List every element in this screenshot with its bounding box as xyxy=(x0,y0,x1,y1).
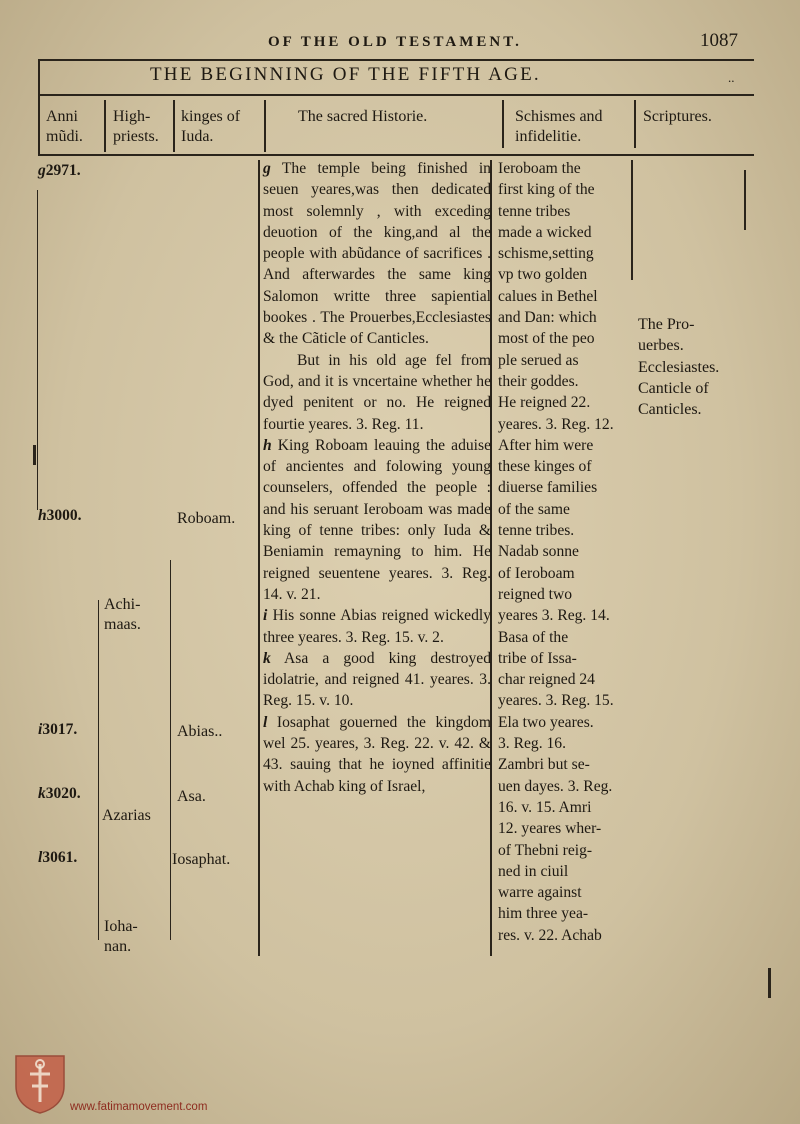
header-divider-1 xyxy=(104,100,106,152)
schism-line: 12. yeares wher- xyxy=(498,820,602,838)
schism-line: Nadab sonne xyxy=(498,543,579,561)
margin-mark-right-top xyxy=(744,170,746,230)
schism-line: and Dan: which xyxy=(498,309,597,327)
header-kings-of-juda xyxy=(181,107,240,147)
schism-line: most of the peo xyxy=(498,330,595,348)
schism-line: reigned two xyxy=(498,585,573,603)
schism-line: Zambri but se- xyxy=(498,756,590,774)
header-rule xyxy=(38,94,754,96)
king-roboam: Roboam. xyxy=(177,510,236,527)
running-title: OF THE OLD TESTAMENT. xyxy=(268,34,522,50)
schism-line: schisme,setting xyxy=(498,245,594,263)
header-anni-line1: Anni xyxy=(46,108,78,125)
schism-line: warre against xyxy=(498,884,582,902)
header-divider-3 xyxy=(264,100,266,152)
schism-line: vp two golden xyxy=(498,266,588,284)
schism-line: 16. v. 15. Amri xyxy=(498,798,592,816)
scripture-line: uerbes. xyxy=(638,337,684,355)
history-mark-l: l xyxy=(263,713,268,731)
history-entry-g xyxy=(263,158,491,350)
age-title-mark: .. xyxy=(728,70,735,85)
schism-line: char reigned 24 xyxy=(498,671,595,689)
header-anni-line2: mũdi. xyxy=(46,128,83,145)
year-3017-mark: i xyxy=(38,721,43,738)
schism-line: first king of the xyxy=(498,181,595,199)
header-kings-line2: Iuda. xyxy=(181,128,214,145)
margin-mark-left xyxy=(33,445,36,465)
body-rule-anni-left xyxy=(37,190,38,510)
schism-line: yeares 3. Reg. 14. xyxy=(498,607,610,625)
priest-iohanan xyxy=(104,917,138,957)
priest-achimaas-line1: Achi- xyxy=(104,596,141,613)
header-kings-line1: kinges of xyxy=(181,108,241,125)
top-rule xyxy=(38,59,754,61)
schism-line: their goddes. xyxy=(498,372,579,390)
priest-azarias xyxy=(102,806,151,826)
year-3020 xyxy=(38,785,81,803)
header-schismes-line1: Schismes and xyxy=(515,108,603,125)
schism-line: Ela two yeares. xyxy=(498,713,594,731)
year-2971-mark: g xyxy=(38,162,46,179)
schism-line: calues in Bethel xyxy=(498,287,598,305)
body-rule-priests-left xyxy=(98,600,99,940)
schism-line: these kinges of xyxy=(498,458,592,476)
year-3000 xyxy=(38,507,82,525)
king-iosaphat: Iosaphat. xyxy=(172,851,231,868)
history-text-g: The temple being finished in seuen yeares,was then dedicated most solemnly , with exceding deuotion of the king,and al the people with abũdance of sacrifices . And afterwardes the same king Salomon writte three sapiential bookes . The Prouerbes,Ecclesiastes & the Cãticle of Canticles. xyxy=(263,160,491,348)
priest-achimaas-line2: maas. xyxy=(104,616,141,633)
body-rule-kings-left xyxy=(170,560,171,940)
header-scriptures: Scriptures. xyxy=(643,108,712,125)
year-3017-value: 3017. xyxy=(42,721,78,738)
year-3000-mark: h xyxy=(38,507,47,524)
schism-line: tenne tribes xyxy=(498,202,571,220)
title-left-rule xyxy=(38,59,40,155)
scripture-line: Ecclesiastes. xyxy=(638,358,720,376)
header-anni-mundi xyxy=(46,107,83,147)
schism-line: Basa of the xyxy=(498,628,569,646)
schism-line: res. v. 22. Achab xyxy=(498,926,602,944)
schism-line: of the same xyxy=(498,500,570,518)
history-entry-k xyxy=(263,648,491,712)
history-entry-l xyxy=(263,712,491,797)
history-text-l: Iosaphat gouerned the kingdom wel 25. yeares, 3. Reg. 22. v. 42. & 43. sauing that he ioyned affinitie with Achab king of Israel, xyxy=(263,713,491,795)
header-priests-line2: priests. xyxy=(113,128,159,145)
history-entry-solomon-old-age xyxy=(263,350,491,435)
header-high-priests xyxy=(113,107,159,147)
header-divider-2 xyxy=(173,100,175,152)
history-mark-g: g xyxy=(263,160,271,177)
schism-line: He reigned 22. xyxy=(498,394,591,412)
king-asa: Asa. xyxy=(177,788,206,805)
sacred-history-column xyxy=(263,158,491,797)
schism-line: yeares. 3. Reg. 12. xyxy=(498,415,614,433)
schism-line: tribe of Issa- xyxy=(498,649,577,667)
year-2971 xyxy=(38,162,81,180)
schism-line: 3. Reg. 16. xyxy=(498,735,567,753)
priest-iohanan-line1: Ioha- xyxy=(104,918,138,935)
history-entry-i xyxy=(263,605,491,648)
year-3061-mark: l xyxy=(38,849,43,866)
schism-line: ned in ciuil xyxy=(498,862,569,880)
schism-line: ple serued as xyxy=(498,351,579,369)
header-sacred-history: The sacred Historie. xyxy=(298,108,428,125)
age-title: THE BEGINNING OF THE FIFTH AGE. xyxy=(150,64,541,85)
schism-line: of Thebni reig- xyxy=(498,841,593,859)
year-3000-value: 3000. xyxy=(46,507,82,524)
year-3017 xyxy=(38,721,77,739)
header-divider-4 xyxy=(502,100,504,148)
year-2971-value: 2971. xyxy=(45,162,81,179)
fatima-crest-icon xyxy=(12,1052,68,1114)
scripture-line: The Pro- xyxy=(638,316,695,333)
margin-mark-right xyxy=(768,968,771,998)
schism-line: of Ieroboam xyxy=(498,564,575,582)
history-text-i: His sonne Abias reigned wickedly three yeares. 3. Reg. 15. v. 2. xyxy=(263,607,491,646)
year-3061 xyxy=(38,849,77,867)
history-mark-i: i xyxy=(263,607,268,625)
year-3061-value: 3061. xyxy=(42,849,78,866)
history-text-k: Asa a good king destroyed idolatrie, and reigned 41. yeares. 3. Reg. 15. v. 10. xyxy=(263,649,491,710)
body-rule-history-left xyxy=(258,160,260,956)
scripture-line: Canticle of xyxy=(638,379,709,397)
history-entry-h xyxy=(263,435,491,605)
schism-line: tenne tribes. xyxy=(498,522,575,540)
scripture-line: Canticles. xyxy=(638,401,702,419)
header-schismes-line2: infidelitie. xyxy=(515,128,582,145)
scriptures-column xyxy=(638,314,750,420)
running-head xyxy=(0,30,800,58)
schism-line: diuerse families xyxy=(498,479,598,497)
schism-line: uen dayes. 3. Reg. xyxy=(498,777,613,795)
header-bottom-rule xyxy=(38,154,754,156)
header-schismes xyxy=(515,107,603,147)
header-priests-line1: High- xyxy=(113,108,151,125)
priest-achimaas xyxy=(104,595,141,635)
history-text-h: King Roboam leauing the aduise of ancientes and folowing young counselers, offended the people : and his seruant Ieroboam was made king of tenne tribes: only Iuda & Beniamin remayning to him. He reigned seuentene yeares. 3. Reg. 14. v. 21. xyxy=(263,436,491,603)
schism-line: yeares. 3. Reg. 15. xyxy=(498,692,614,710)
king-abias: Abias.. xyxy=(177,723,223,740)
history-mark-h: h xyxy=(263,436,272,454)
priest-iohanan-line2: nan. xyxy=(104,938,132,955)
history-mark-k: k xyxy=(263,649,271,667)
page-number: 1087 xyxy=(700,30,738,51)
schism-line: him three yea- xyxy=(498,905,589,923)
header-divider-5 xyxy=(634,100,636,148)
schismes-column xyxy=(498,158,632,946)
year-3020-mark: k xyxy=(38,785,46,802)
watermark-url[interactable]: www.fatimamovement.com xyxy=(70,1101,208,1113)
schism-line: made a wicked xyxy=(498,223,592,241)
schism-line: After him were xyxy=(498,436,594,454)
priest-azarias-line1: Azarias xyxy=(102,807,151,824)
history-text-solomon-old-age: But in his old age fel from God, and it is vncertaine whether he dyed penitent or no. He reigned fourtie yeares. 3. Reg. 11. xyxy=(263,351,491,433)
schism-line: Ieroboam the xyxy=(498,160,581,177)
year-3020-value: 3020. xyxy=(45,785,81,802)
